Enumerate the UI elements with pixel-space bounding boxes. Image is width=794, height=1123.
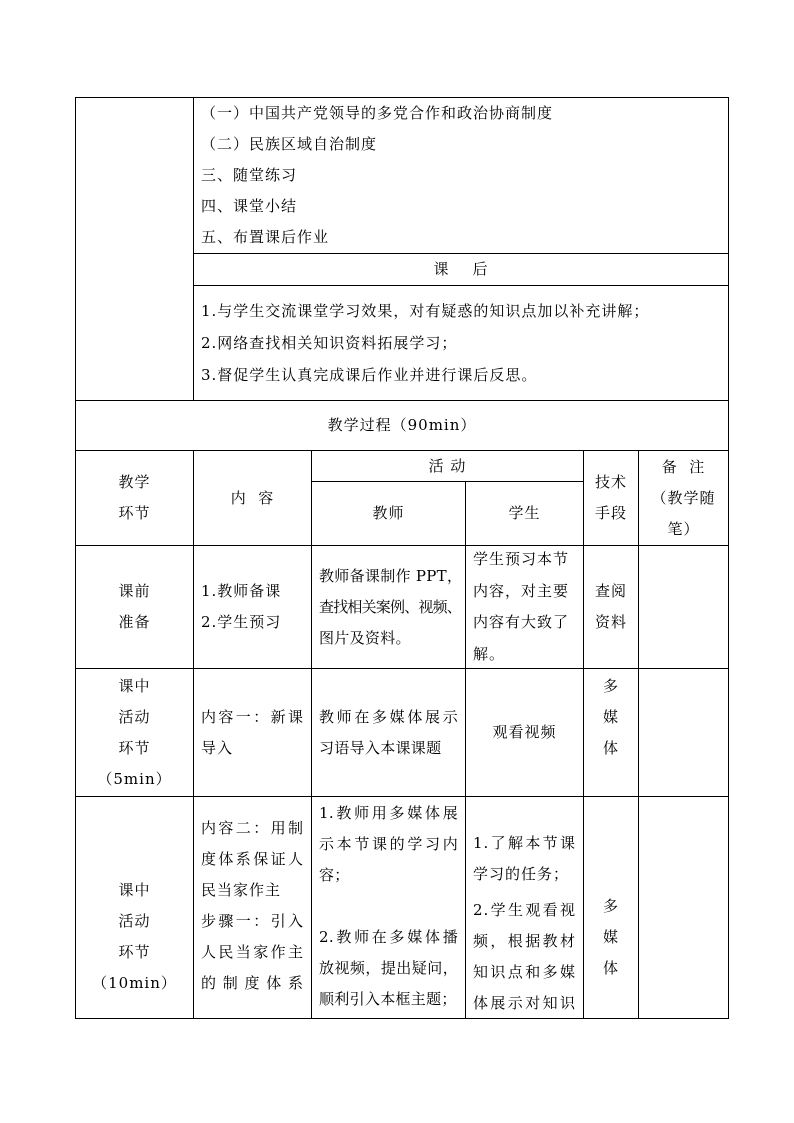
row-notes-cell — [638, 545, 729, 669]
header-technique — [583, 450, 639, 546]
header-stage-line: 环节 — [118, 504, 151, 522]
header-notes-line: 备 注 — [661, 457, 706, 476]
outline-item: 三、随堂练习 — [201, 166, 298, 184]
row-student-cell — [465, 668, 584, 797]
stage-line: 课前 — [118, 582, 151, 600]
student-activity-line: 观看视频 — [492, 723, 557, 741]
stage-line: 课中 — [118, 880, 151, 899]
teacher-activity-line: 1.教师用多媒体展 — [319, 803, 458, 822]
stage-line: 活动 — [118, 911, 151, 930]
outline-item: 四、课堂小结 — [201, 197, 298, 215]
header-content-label: 内 容 — [230, 488, 275, 507]
row-content-cell — [193, 668, 312, 797]
header-student — [465, 481, 584, 546]
stage-line: 课中 — [118, 676, 151, 695]
header-teacher — [311, 481, 466, 546]
row-content-cell — [193, 796, 312, 1019]
row-student-cell — [465, 545, 584, 669]
student-activity-line: 1.了解本节课 — [473, 833, 576, 852]
content-line: 导入 — [201, 738, 234, 757]
student-activity-line: 学习的任务； — [473, 864, 570, 883]
teacher-activity-line: 习语导入本课课题 — [319, 738, 442, 757]
teacher-activity-line: 教师在多媒体展示 — [319, 707, 458, 726]
after-class-heading: 课 后 — [433, 260, 489, 278]
content-line: 内容二：用制 — [201, 818, 304, 837]
blank-stage-cell — [75, 97, 194, 401]
teacher-activity-line: 示本节课的学习内 — [319, 834, 458, 853]
after-class-tasks-cell — [193, 285, 729, 401]
student-activity-line: 2.学生观看视 — [473, 900, 576, 919]
row-technique-cell — [583, 668, 639, 797]
header-technique-line: 技术 — [594, 473, 627, 491]
teacher-activity-line: 顺利引入本框主题； — [319, 989, 457, 1008]
content-line: 度体系保证人 — [201, 849, 304, 868]
content-line: 步骤一：引入 — [201, 911, 304, 930]
paragraph-spacer — [319, 891, 458, 922]
header-content — [193, 450, 312, 546]
row-teacher-cell — [311, 796, 466, 1019]
row-notes-cell — [638, 668, 729, 797]
header-teacher-label: 教师 — [372, 504, 405, 522]
content-line: 人民当家作主 — [201, 942, 304, 961]
stage-line: 活动 — [118, 707, 151, 726]
after-class-item: 1.与学生交流课堂学习效果，对有疑惑的知识点加以补充讲解； — [201, 302, 650, 320]
row-student-cell — [465, 796, 584, 1019]
student-activity-line: 知识点和多媒 — [473, 962, 576, 981]
outline-item: （二）民族区域自治制度 — [201, 135, 378, 153]
student-activity-line: 体展示对知识 — [473, 993, 576, 1012]
header-activity — [311, 450, 584, 482]
row-stage-cell — [75, 796, 194, 1019]
teacher-activity-line: 放视频，提出疑问， — [319, 958, 458, 977]
technique-line: 体 — [602, 738, 619, 757]
after-class-header-cell — [193, 253, 729, 286]
content-line: 1.教师备课 — [201, 582, 282, 600]
after-class-item: 2.网络查找相关知识资料拓展学习； — [201, 334, 458, 352]
row-notes-cell — [638, 796, 729, 1019]
student-activity-line: 内容有大致了 — [473, 613, 570, 631]
student-activity-line: 内容，对主要 — [473, 581, 570, 600]
header-stage-line: 教学 — [118, 473, 151, 491]
row-content-cell — [193, 545, 312, 669]
teaching-process-title-cell — [75, 400, 729, 451]
technique-line: 多 — [602, 676, 619, 695]
teacher-activity-line: 2.教师在多媒体播 — [319, 927, 458, 946]
teacher-activity-line: 容； — [319, 865, 350, 884]
header-activity-label: 活 动 — [428, 456, 467, 475]
technique-line: 媒 — [602, 927, 619, 946]
row-stage-cell — [75, 545, 194, 669]
stage-line: 环节 — [118, 738, 151, 757]
after-class-item: 3.督促学生认真完成课后作业并进行课后反思。 — [201, 366, 538, 384]
technique-line: 多 — [602, 896, 619, 915]
technique-line: 体 — [602, 958, 619, 977]
teaching-process-title: 教学过程（90min） — [327, 416, 477, 434]
header-stage — [75, 450, 194, 546]
row-teacher-cell — [311, 668, 466, 797]
stage-duration: （5min） — [97, 769, 172, 788]
teacher-activity-line: 查找相关案例、视频、 — [319, 597, 462, 616]
technique-line: 媒 — [602, 707, 619, 726]
student-activity-line: 频，根据教材 — [473, 931, 576, 950]
lesson-outline-cell — [193, 97, 729, 254]
content-line: 2.学生预习 — [201, 613, 282, 631]
row-teacher-cell — [311, 545, 466, 669]
technique-line: 资料 — [594, 613, 627, 631]
content-line: 内容一：新课 — [201, 707, 304, 726]
student-activity-line: 学生预习本节 — [473, 550, 570, 568]
header-notes-line: （教学随 — [651, 488, 716, 507]
header-student-label: 学生 — [508, 504, 541, 522]
outline-item: （一）中国共产党领导的多党合作和政治协商制度 — [201, 104, 554, 122]
header-notes — [638, 450, 729, 546]
header-notes-line: 笔） — [667, 519, 700, 538]
technique-line: 查阅 — [594, 582, 627, 600]
stage-line: 环节 — [118, 942, 151, 961]
content-line: 的制度体系 — [201, 973, 304, 992]
teacher-activity-line: 教师备课制作 PPT， — [319, 566, 463, 585]
stage-line: 准备 — [118, 613, 151, 631]
outline-item: 五、布置课后作业 — [201, 228, 330, 246]
row-technique-cell — [583, 545, 639, 669]
content-line: 民当家作主 — [201, 880, 282, 899]
stage-duration: （10min） — [92, 973, 177, 992]
row-technique-cell — [583, 796, 639, 1019]
student-activity-line: 解。 — [473, 644, 506, 663]
header-technique-line: 手段 — [594, 504, 627, 522]
row-stage-cell — [75, 668, 194, 797]
teacher-activity-line: 图片及资料。 — [319, 628, 411, 647]
